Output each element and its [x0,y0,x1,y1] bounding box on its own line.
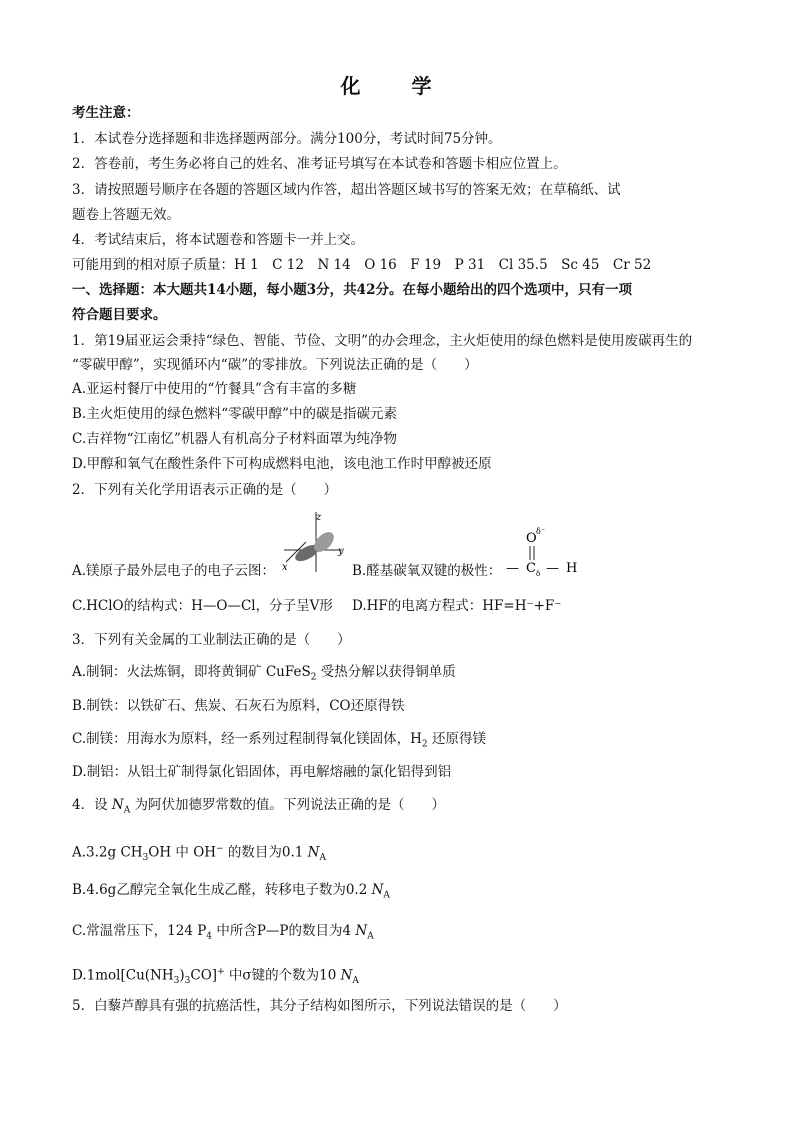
carbonyl-polarity-figure [504,524,586,580]
carbonyl-c: C [526,561,536,576]
q3-stem: 3．下列有关金属的工业制法正确的是（ ） [72,632,351,648]
notice-item-1: 1．本试卷分选择题和非选择题两部分。满分100分，考试时间75分钟。 [72,131,502,147]
electron-cloud-figure [276,508,348,574]
q1-option-d: D.甲醇和氧气在酸性条件下可构成燃料电池，该电池工作时甲醇被还原 [72,456,492,472]
carbonyl-h: H [566,561,578,576]
atomic-masses: 可能用到的相对原子质量：H 1 C 12 N 14 O 16 F 19 P 31 Cl 35.5 Sc 45 Cr 52 [72,257,652,273]
q5-stem: 5．白藜芦醇具有强的抗癌活性，其分子结构如图所示，下列说法错误的是（ ） [72,998,567,1014]
carbonyl-c-charge: δ [536,570,541,578]
q2-stem: 2．下列有关化学用语表示正确的是（ ） [72,482,338,498]
q1-stem-line1: 1．第19届亚运会秉持“绿色、智能、节俭、文明”的办会理念，主火炬使用的绿色燃料是使用废碳再生的 [72,333,693,349]
section-heading-line1: 一、选择题：本大题共14小题，每小题3分，共42分。在每小题给出的四个选项中，只有一项 [72,282,632,298]
q3-option-c: C.制镁：用海水为原料，经一系列过程制得氧化镁固体，$H_2$ 还原得镁 [72,731,486,750]
q4-option-b: B.4.6g乙醇完全氧化生成乙醛，转移电子数为0.2 $N_A$ [72,882,390,901]
carbonyl-bond-left: — [506,561,519,576]
axis-z-label: z [316,512,322,523]
notice-heading: 考生注意： [72,105,140,121]
q3-option-b: B.制铁：以铁矿石、焦炭、石灰石为原料，CO还原得铁 [72,698,405,714]
notice-item-2: 2．答卷前，考生务必将自己的姓名、准考证号填写在本试卷和答题卡相应位置上。 [72,156,567,172]
axis-y-label: y [338,546,344,557]
q2-option-a: A.镁原子最外层电子的电子云图： [72,563,276,579]
page-title: 化 学 [340,74,454,98]
notice-item-3-cont: 题卷上答题无效。 [72,207,180,223]
q2-option-b: B.醛基碳氧双键的极性： [352,563,502,579]
axis-x-label: x [282,562,288,573]
q3-option-a: A.制铜：火法炼铜，即将黄铜矿 CuFeS$_2$ 受热分解以获得铜单质 [72,664,456,683]
q1-option-c: C.吉祥物“江南忆”机器人有机高分子材料面罩为纯净物 [72,431,397,447]
q1-option-a: A.亚运村餐厅中使用的“竹餐具”含有丰富的多糖 [72,381,357,397]
carbonyl-o-charge: δ⁻ [536,527,546,536]
carbonyl-bond-right: — [546,561,559,576]
notice-item-4: 4．考试结束后，将本试题卷和答题卡一并上交。 [72,232,365,248]
q4-option-c: C.常温常压下，124 $P_4$ 中所含P—P的数目为4 $N_A$ [72,923,374,942]
q4-option-a: A.3.2g $CH_3OH$ 中 OH− 的数目为0.1 $N_A$ [72,844,326,864]
section-heading-line2: 符合题目要求。 [72,307,167,323]
q2-option-d: D.HF的电离方程式：HF=H⁻+F⁻ [352,598,562,614]
notice-item-3: 3．请按照题号顺序在各题的答题区域内作答，超出答题区域书写的答案无效；在草稿纸、试 [72,182,621,198]
q4-stem: 4．设 $N_A$ 为阿伏加德罗常数的值。下列说法正确的是（ ） [72,797,445,816]
q2-option-c: C.HClO的结构式：H—O—Cl，分子呈V形 [72,598,333,614]
carbonyl-o: O [526,531,537,546]
q4-option-d: $D.1mol[Cu(NH_3)_3CO]^+$ 中σ键的个数为10 $N_A$ [72,967,359,987]
q3-option-d: D.制铝：从铝土矿制得氯化铝固体，再电解熔融的氯化铝得到铝 [72,764,452,780]
q1-stem-line2: “零碳甲醇”，实现循环内“碳”的零排放。下列说法正确的是（ ） [72,357,478,373]
q1-option-b: B.主火炬使用的绿色燃料“零碳甲醇”中的碳是指碳元素 [72,406,398,422]
